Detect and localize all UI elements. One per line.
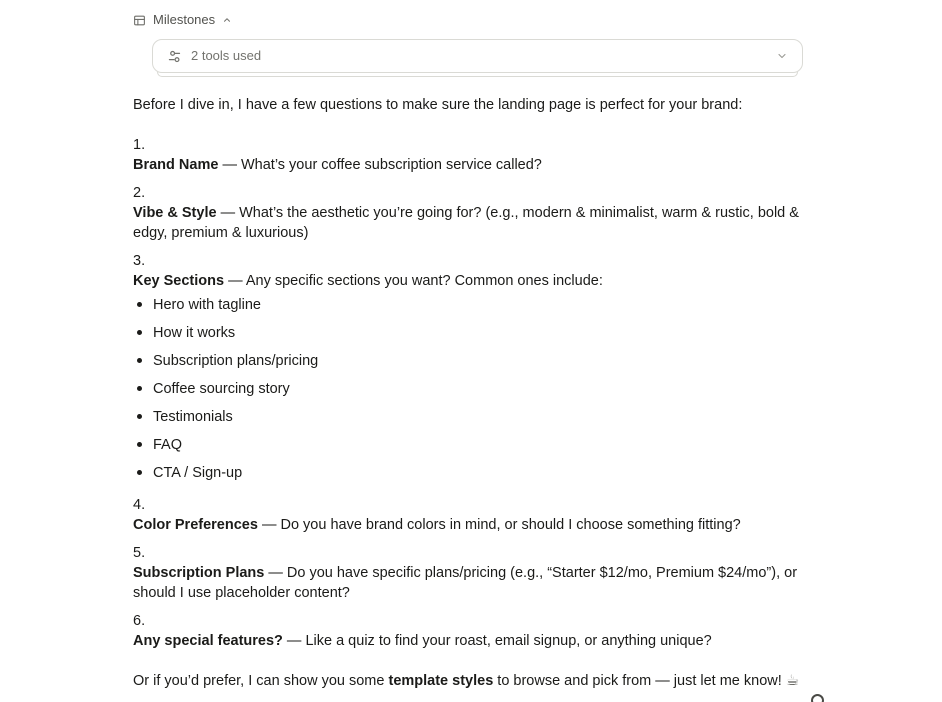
question-number: 3. bbox=[133, 253, 146, 269]
question-number: 5. bbox=[133, 545, 146, 561]
bullet-icon bbox=[137, 358, 142, 363]
list-item bbox=[133, 407, 803, 427]
question-item-1 bbox=[133, 135, 803, 175]
outro-paragraph bbox=[133, 671, 803, 691]
assistant-message bbox=[133, 95, 803, 691]
bullet-icon bbox=[137, 302, 142, 307]
question-content bbox=[133, 631, 803, 651]
question-content bbox=[133, 515, 803, 535]
milestones-label: Milestones bbox=[153, 12, 216, 27]
bullet-label: Hero with tagline bbox=[153, 297, 261, 313]
bullet-label: CTA / Sign-up bbox=[153, 465, 243, 481]
partial-element bbox=[811, 694, 824, 702]
message-column bbox=[133, 10, 803, 691]
list-item bbox=[133, 463, 803, 483]
bullet-label: How it works bbox=[153, 325, 236, 341]
question-text: — Any specific sections you want? Common ones include: bbox=[224, 273, 603, 289]
question-content bbox=[133, 271, 803, 291]
question-text: — What’s the aesthetic you’re going for? (e.g., modern & minimalist, warm & rustic, bold & edgy, premium & luxurious) bbox=[133, 205, 799, 241]
question-item-3 bbox=[133, 251, 803, 291]
question-number: 6. bbox=[133, 613, 146, 629]
tools-icon bbox=[167, 49, 182, 64]
intro-paragraph: Before I dive in, I have a few questions to make sure the landing page is perfect for your brand: bbox=[133, 97, 743, 113]
question-title: Any special features? bbox=[133, 633, 283, 649]
bullet-icon bbox=[137, 470, 142, 475]
list-item bbox=[133, 351, 803, 371]
question-title: Brand Name bbox=[133, 157, 219, 173]
question-number: 4. bbox=[133, 497, 146, 513]
list-item bbox=[133, 323, 803, 343]
tools-used-label: 2 tools used bbox=[191, 48, 262, 63]
question-title: Color Preferences bbox=[133, 517, 258, 533]
question-text: — Do you have brand colors in mind, or should I choose something fitting? bbox=[257, 517, 741, 533]
tools-used-toggle[interactable] bbox=[152, 39, 803, 73]
question-number: 2. bbox=[133, 185, 146, 201]
chevron-up-icon bbox=[222, 15, 232, 25]
question-title: Vibe & Style bbox=[133, 205, 217, 221]
question-text: — What’s your coffee subscription service called? bbox=[218, 157, 542, 173]
question-title: Subscription Plans bbox=[133, 565, 265, 581]
outro-text-before: Or if you’d prefer, I can show you some bbox=[133, 673, 389, 689]
question-title: Key Sections bbox=[133, 273, 225, 289]
coffee-emoji-icon: ☕ bbox=[785, 672, 800, 689]
outro-text-after: to browse and pick from — just let me know! bbox=[493, 673, 782, 689]
bullet-label: Testimonials bbox=[153, 409, 233, 425]
bullet-label: FAQ bbox=[153, 437, 183, 453]
list-item bbox=[133, 295, 803, 315]
question-item-5 bbox=[133, 543, 803, 603]
question-content bbox=[133, 155, 803, 175]
question-content bbox=[133, 563, 803, 603]
tools-panel bbox=[152, 39, 803, 77]
question-item-2 bbox=[133, 183, 803, 243]
question-item-4 bbox=[133, 495, 803, 535]
key-sections-list bbox=[133, 295, 803, 483]
bullet-icon bbox=[137, 414, 142, 419]
milestones-icon bbox=[133, 14, 146, 27]
question-item-6 bbox=[133, 611, 803, 651]
milestones-toggle[interactable] bbox=[133, 10, 232, 30]
bullet-label: Coffee sourcing story bbox=[153, 381, 290, 397]
bullet-icon bbox=[137, 386, 142, 391]
question-text: — Like a quiz to find your roast, email signup, or anything unique? bbox=[282, 633, 712, 649]
list-item bbox=[133, 435, 803, 455]
outro-bold: template styles bbox=[388, 673, 494, 689]
bullet-icon bbox=[137, 442, 142, 447]
question-number: 1. bbox=[133, 137, 146, 153]
question-text: — Do you have specific plans/pricing (e.g., “Starter $12/mo, Premium $24/mo”), or should I use placeholder content? bbox=[133, 565, 798, 601]
bullet-label: Subscription plans/pricing bbox=[153, 353, 319, 369]
chevron-down-icon bbox=[776, 50, 788, 62]
bullet-icon bbox=[137, 330, 142, 335]
question-content bbox=[133, 203, 803, 243]
list-item bbox=[133, 379, 803, 399]
